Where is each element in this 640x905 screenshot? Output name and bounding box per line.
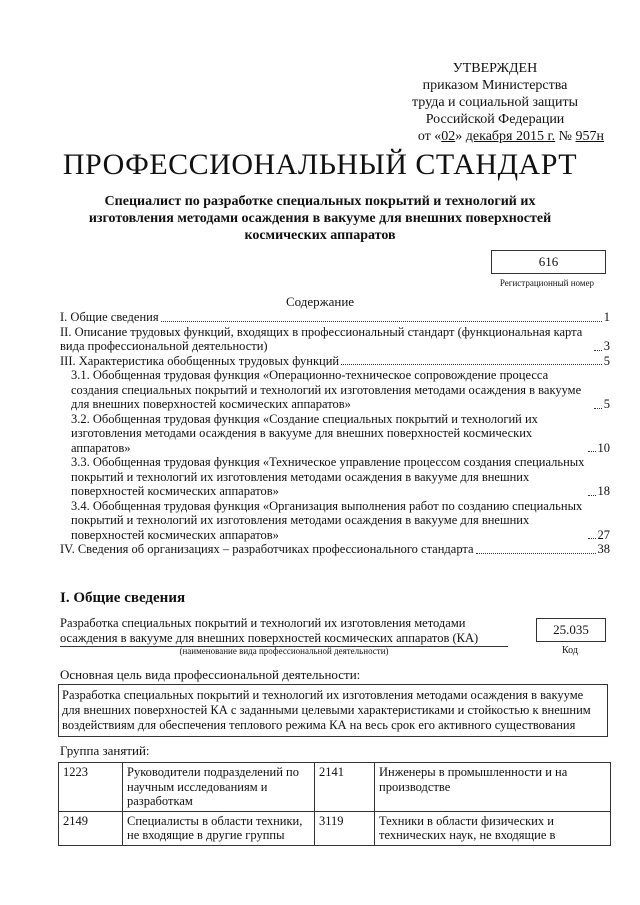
occupation-name: Техники в области физических и технических наук, не входящие в (375, 811, 611, 845)
toc-item-page: 5 (603, 353, 610, 368)
toc-item-1[interactable] (60, 310, 610, 325)
activity-code-caption: Код (562, 645, 578, 656)
toc-item-text: 3.2. Обобщенная трудовая функция «Создание специальных покрытий и технологий их изготовления методами осаждения в вакууме для внешних поверхностей космических аппаратов» (71, 411, 538, 455)
table-row (59, 763, 611, 812)
registration-number-box: 616 (491, 250, 606, 274)
toc-leader (588, 538, 596, 539)
toc-item-text: IV. Сведения об организациях – разработчиках профессионального стандарта (60, 542, 474, 556)
order-number: 957н (575, 129, 604, 144)
approval-order-line: приказом Министерства (422, 78, 568, 93)
table-row (59, 811, 611, 845)
toc-item-3[interactable] (60, 354, 610, 369)
toc-item-text: I. Общие сведения (60, 310, 159, 324)
toc-item-page: 18 (597, 484, 610, 498)
registration-number-caption: Регистрационный номер (499, 278, 595, 288)
document-title: ПРОФЕССИОНАЛЬНЫЙ СТАНДАРТ (62, 148, 578, 181)
date-day: 02 (441, 129, 456, 144)
toc-item-3-3[interactable] (60, 455, 610, 499)
toc-item-page: 10 (597, 440, 610, 455)
table-of-contents (60, 310, 610, 557)
approval-ministry-line: труда и социальной защиты (412, 95, 578, 110)
approval-heading: УТВЕРЖДЕН (452, 61, 538, 76)
toc-leader (588, 451, 596, 452)
occupation-code: 2141 (315, 763, 375, 812)
toc-item-3-1[interactable] (60, 368, 610, 412)
toc-item-text: III. Характеристика обобщенных трудовых функций (60, 353, 340, 368)
toc-item-page: 27 (597, 527, 610, 542)
toc-item-4[interactable] (60, 542, 610, 557)
toc-item-2[interactable] (60, 325, 610, 354)
approval-block (380, 60, 610, 145)
occupation-group-table (58, 762, 611, 846)
date-mid: » (455, 129, 466, 144)
toc-item-page: 1 (603, 310, 610, 324)
occupation-name: Специалисты в области техники, не входящие в другие группы (123, 811, 315, 845)
toc-item-text: II. Описание трудовых функций, входящих в профессиональный стандарт (функциональная карта вида профессиональной деятельности) (60, 324, 583, 353)
toc-item-3-2[interactable] (60, 412, 610, 456)
occupation-code: 3119 (315, 811, 375, 845)
toc-leader (341, 364, 602, 365)
toc-item-3-4[interactable] (60, 499, 610, 543)
toc-item-text: 3.3. Обобщенная трудовая функция «Техническое управление процессом создания специальных покрытий и технологий их изготовления методами осаждения в вакууме для внешних поверхностей космических аппаратов» (71, 455, 585, 498)
toc-leader (476, 553, 596, 554)
toc-leader (161, 321, 602, 322)
goal-label: Основная цель вида профессиональной деятельности: (60, 667, 361, 682)
toc-item-page: 5 (603, 397, 610, 411)
document-subtitle: Специалист по разработке специальных покрытий и технологий их изготовления методами осаждения в вакууме для внешних поверхностей космических аппаратов (88, 194, 552, 243)
date-month-year: декабря 2015 г. (465, 129, 556, 144)
approval-date-line (380, 128, 610, 145)
toc-heading: Содержание (285, 294, 355, 309)
goal-text-box: Разработка специальных покрытий и технологий их изготовления методами осаждения в вакууме для внешних поверхностей КА с заданными целевыми характеристиками и стойкостью к внешним воздействиям для обеспечения теплового режима КА на весь срок его активного существования (58, 684, 608, 737)
occupation-name: Руководители подразделений по научным исследованиям и разработкам (123, 763, 315, 812)
occupation-group-label: Группа занятий: (60, 743, 150, 758)
occupation-code: 1223 (59, 763, 123, 812)
activity-kind-caption: (наименование вида профессиональной деятельности) (179, 646, 389, 656)
toc-item-text: 3.4. Обобщенная трудовая функция «Организация выполнения работ по созданию специальных покрытий и технологий их изготовления методами осаждения в вакууме для внешних поверхностей космических аппаратов» (71, 498, 583, 542)
activity-code-box: 25.035 (536, 618, 606, 642)
toc-item-text: 3.1. Обобщенная трудовая функция «Операционно-техническое сопровождение процесса создания специальных покрытий и технологий их изготовления методами осаждения в вакууме для внешних поверхностей космических аппаратов» (71, 368, 582, 411)
approval-country-line: Российской Федерации (425, 112, 565, 127)
section-heading: I. Общие сведения (60, 590, 186, 606)
occupation-name: Инженеры в промышленности и на производстве (375, 763, 611, 812)
date-prefix: от « (417, 129, 442, 144)
toc-item-page: 3 (603, 339, 610, 353)
toc-leader (594, 350, 602, 351)
toc-leader (588, 495, 596, 496)
order-number-label: № (555, 129, 576, 144)
toc-leader (594, 408, 602, 409)
toc-item-page: 38 (597, 542, 610, 556)
occupation-code: 2149 (59, 811, 123, 845)
activity-kind-name: Разработка специальных покрытий и технологий их изготовления методами осаждения в вакууме для внешних поверхностей космических аппаратов (КА) (60, 616, 508, 647)
